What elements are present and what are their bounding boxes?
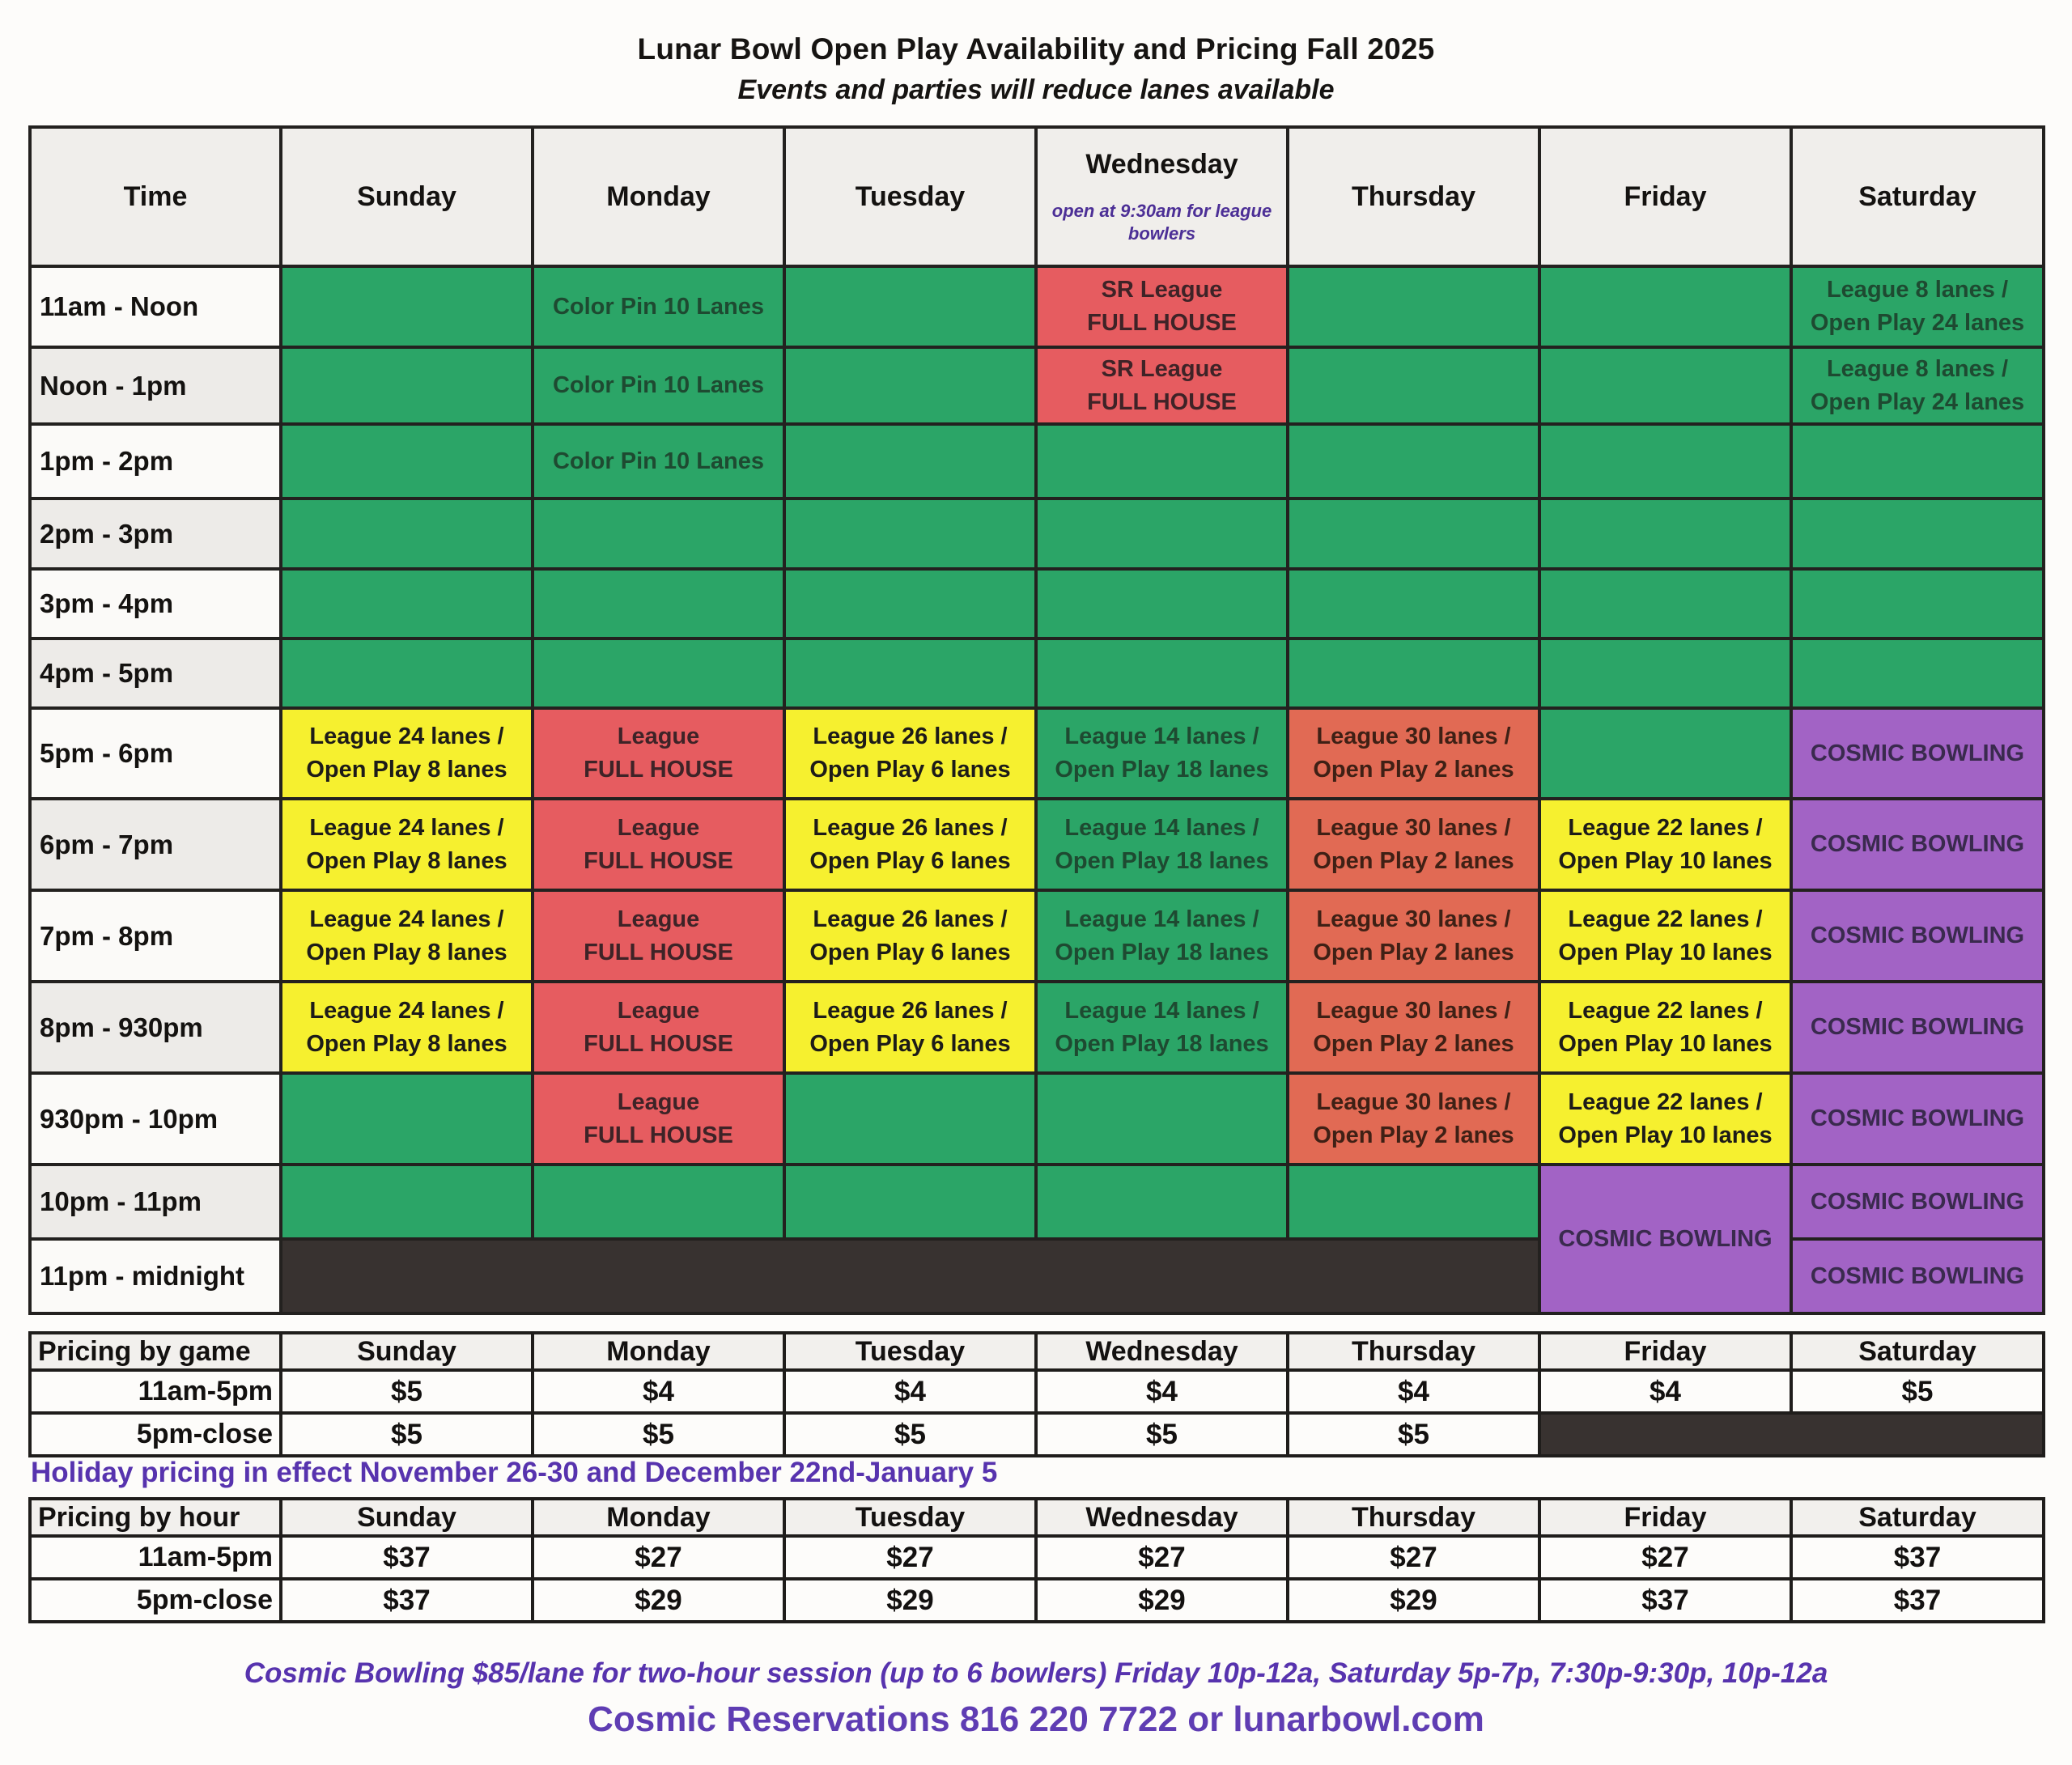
time-text: 6pm - 7pm — [40, 829, 174, 859]
pricing-day-header: Saturday — [1791, 1499, 2044, 1536]
pricing-day-header: Wednesday — [1036, 1499, 1288, 1536]
schedule-cell — [1539, 569, 1791, 639]
day-header-saturday — [1791, 127, 2044, 266]
schedule-cell — [533, 890, 784, 982]
schedule-cell — [1791, 1073, 2044, 1165]
schedule-cell-text: Open Play 10 lanes — [1558, 1030, 1773, 1057]
schedule-cell — [533, 266, 784, 347]
schedule-cell-text: League 24 lanes / — [309, 814, 504, 841]
schedule-cell — [1288, 569, 1539, 639]
time-text: 1pm - 2pm — [40, 446, 174, 476]
pricing-row-label: 5pm-close — [30, 1413, 281, 1456]
schedule-cell — [533, 982, 784, 1073]
schedule-cell-text: Open Play 24 lanes — [1810, 388, 2025, 415]
pricing-value: $5 — [281, 1370, 533, 1413]
pricing-value: $4 — [1288, 1370, 1539, 1413]
schedule-cell-text: COSMIC BOWLING — [1810, 1105, 2025, 1132]
time-slot-label — [30, 708, 281, 799]
pricing-value: $5 — [281, 1413, 533, 1456]
schedule-cell — [281, 499, 533, 569]
schedule-cell-text: League 26 lanes / — [813, 814, 1008, 841]
schedule-cell — [1036, 424, 1288, 499]
schedule-cell-text: COSMIC BOWLING — [1558, 1225, 1773, 1252]
pricing-value: $37 — [281, 1536, 533, 1579]
schedule-cell-text: Open Play 18 lanes — [1055, 847, 1269, 874]
schedule-cell — [533, 569, 784, 639]
pricing-day-header: Friday — [1539, 1333, 1791, 1370]
schedule-cell — [1036, 347, 1288, 424]
pricing-value: $27 — [533, 1536, 784, 1579]
pricing-value: $5 — [1036, 1413, 1288, 1456]
schedule-cell-text: COSMIC BOWLING — [1810, 1014, 2025, 1041]
pricing-day-header: Tuesday — [784, 1333, 1036, 1370]
schedule-cell — [533, 639, 784, 708]
schedule-cell-text: FULL HOUSE — [584, 757, 733, 783]
schedule-cell-text: League 22 lanes / — [1568, 906, 1763, 932]
page-subtitle: Events and parties will reduce lanes available — [737, 74, 1335, 105]
schedule-cell — [1539, 890, 1791, 982]
pricing-value: $29 — [533, 1579, 784, 1622]
schedule-cell-text: League 14 lanes / — [1064, 723, 1259, 750]
day-header-label: Saturday — [1858, 180, 1976, 212]
pricing-value: $5 — [1791, 1370, 2044, 1413]
cosmic-bowling-info-note: Cosmic Bowling $85/lane for two-hour session (up to 6 bowlers) Friday 10p-12a, Saturday 5p-7p, 7:30p-9:30p, 10p-12a — [244, 1657, 1828, 1689]
schedule-cell — [784, 890, 1036, 982]
schedule-cell — [784, 799, 1036, 890]
schedule-cell-text: FULL HOUSE — [1087, 388, 1237, 415]
pricing-day-header: Sunday — [281, 1333, 533, 1370]
schedule-cell-text: FULL HOUSE — [584, 847, 733, 874]
pricing-value: $4 — [784, 1370, 1036, 1413]
time-text: 10pm - 11pm — [40, 1186, 202, 1216]
schedule-cell — [533, 708, 784, 799]
schedule-cell — [1288, 266, 1539, 347]
pricing-row-label: 5pm-close — [30, 1579, 281, 1622]
schedule-cell — [281, 799, 533, 890]
schedule-cell — [1791, 639, 2044, 708]
schedule-cell-text: Color Pin 10 Lanes — [552, 293, 765, 320]
schedule-cell — [1036, 890, 1288, 982]
day-header-time — [30, 127, 281, 266]
time-text: 11am - Noon — [40, 291, 199, 321]
schedule-cell — [1288, 424, 1539, 499]
schedule-cell-text: COSMIC BOWLING — [1810, 1262, 2025, 1289]
schedule-cell — [1288, 982, 1539, 1073]
schedule-cell-text: FULL HOUSE — [584, 939, 733, 965]
time-slot-label — [30, 799, 281, 890]
time-text: 11pm - midnight — [40, 1261, 245, 1291]
schedule-cell — [1791, 799, 2044, 890]
pricing-value: $27 — [1036, 1536, 1288, 1579]
schedule-cell — [1036, 569, 1288, 639]
day-header-label: Friday — [1624, 180, 1707, 212]
time-slot-label — [30, 982, 281, 1073]
schedule-table — [28, 125, 2045, 1315]
schedule-cell — [1791, 569, 2044, 639]
schedule-cell-text: League 30 lanes / — [1316, 814, 1511, 841]
schedule-cell — [784, 708, 1036, 799]
schedule-cell-text: League 8 lanes / — [1826, 277, 2009, 303]
schedule-cell — [533, 499, 784, 569]
schedule-cell-text: Open Play 2 lanes — [1313, 1030, 1514, 1057]
holiday-pricing-note: Holiday pricing in effect November 26-30 and December 22nd-January 5 — [31, 1457, 998, 1488]
schedule-cell-text: COSMIC BOWLING — [1810, 831, 2025, 858]
schedule-cell-text: Open Play 6 lanes — [809, 757, 1011, 783]
schedule-cell — [1288, 890, 1539, 982]
schedule-cell-text: League 30 lanes / — [1316, 997, 1511, 1024]
schedule-cell — [784, 1165, 1036, 1239]
pricing-day-header: Saturday — [1791, 1333, 2044, 1370]
schedule-cell-text: League 26 lanes / — [813, 723, 1008, 750]
time-text: 8pm - 930pm — [40, 1012, 203, 1042]
schedule-cell — [1791, 708, 2044, 799]
schedule-cell — [1791, 266, 2044, 347]
schedule-cell — [1539, 424, 1791, 499]
schedule-cell — [1288, 1165, 1539, 1239]
day-header-label: Time — [123, 180, 188, 212]
pricing-table-title: Pricing by game — [30, 1333, 281, 1370]
schedule-header-row — [30, 127, 2044, 266]
schedule-cell-text: League — [617, 814, 700, 841]
schedule-cell — [1036, 266, 1288, 347]
wednesday-note: open at 9:30am for league bowlers — [1051, 201, 1272, 244]
schedule-cell — [281, 569, 533, 639]
schedule-cell — [1036, 708, 1288, 799]
schedule-cell-text: Open Play 8 lanes — [306, 1030, 507, 1057]
day-header-label: Tuesday — [855, 180, 966, 212]
pricing-day-header: Sunday — [281, 1499, 533, 1536]
pricing-by-hour-table — [28, 1497, 2045, 1623]
day-header-friday — [1539, 127, 1791, 266]
schedule-cell — [784, 982, 1036, 1073]
time-slot-label — [30, 499, 281, 569]
schedule-cell — [281, 424, 533, 499]
pricing-value: $37 — [281, 1579, 533, 1622]
pricing-blackout-cell — [1539, 1413, 2044, 1456]
day-header-label: Thursday — [1351, 180, 1476, 212]
pricing-value: $5 — [533, 1413, 784, 1456]
pricing-day-header: Monday — [533, 1499, 784, 1536]
schedule-cell-text: League 26 lanes / — [813, 997, 1008, 1024]
time-text: 2pm - 3pm — [40, 518, 174, 549]
pricing-row-label: 11am-5pm — [30, 1536, 281, 1579]
schedule-cell — [1791, 1239, 2044, 1313]
pricing-value: $29 — [1288, 1579, 1539, 1622]
schedule-cell-text: Open Play 6 lanes — [809, 847, 1011, 874]
schedule-cell-text: Open Play 2 lanes — [1313, 1122, 1514, 1148]
schedule-cell-text: League 24 lanes / — [309, 906, 504, 932]
schedule-cell — [1791, 982, 2044, 1073]
pricing-row-label: 11am-5pm — [30, 1370, 281, 1413]
schedule-cell — [784, 266, 1036, 347]
schedule-cell — [784, 639, 1036, 708]
pricing-value: $5 — [1288, 1413, 1539, 1456]
schedule-cell — [1036, 1165, 1288, 1239]
pricing-value: $4 — [533, 1370, 784, 1413]
time-text: 930pm - 10pm — [40, 1103, 219, 1134]
schedule-cell-text: League 30 lanes / — [1316, 906, 1511, 932]
schedule-cell-text: FULL HOUSE — [1087, 310, 1237, 336]
schedule-cell — [281, 708, 533, 799]
schedule-cell — [1288, 347, 1539, 424]
schedule-cell — [1539, 499, 1791, 569]
schedule-cell-text: Open Play 18 lanes — [1055, 1030, 1269, 1057]
schedule-cell — [784, 569, 1036, 639]
schedule-cell-text: Open Play 18 lanes — [1055, 939, 1269, 965]
schedule-cell — [533, 1165, 784, 1239]
schedule-cell-text: Open Play 2 lanes — [1313, 939, 1514, 965]
schedule-cell — [1791, 890, 2044, 982]
day-header-tuesday — [784, 127, 1036, 266]
schedule-cell-text: League 26 lanes / — [813, 906, 1008, 932]
schedule-cell — [1791, 424, 2044, 499]
schedule-cell-text: Open Play 24 lanes — [1810, 310, 2025, 336]
schedule-cell — [1791, 347, 2044, 424]
pricing-value: $4 — [1539, 1370, 1791, 1413]
schedule-cell-text: League 14 lanes / — [1064, 814, 1259, 841]
schedule-cell-text: FULL HOUSE — [584, 1122, 733, 1148]
schedule-cell-text: FULL HOUSE — [584, 1030, 733, 1057]
schedule-cell — [784, 347, 1036, 424]
schedule-cell — [281, 347, 533, 424]
schedule-cell — [281, 639, 533, 708]
pricing-value: $4 — [1036, 1370, 1288, 1413]
pricing-value: $27 — [1539, 1536, 1791, 1579]
time-slot-label — [30, 347, 281, 424]
schedule-cell-text: Open Play 6 lanes — [809, 939, 1011, 965]
schedule-cell — [281, 890, 533, 982]
schedule-cell-text: COSMIC BOWLING — [1810, 1188, 2025, 1215]
schedule-cell — [533, 1073, 784, 1165]
time-text: 3pm - 4pm — [40, 588, 174, 618]
schedule-cell — [1539, 708, 1791, 799]
schedule-cell — [1539, 347, 1791, 424]
schedule-cell-text: Open Play 2 lanes — [1313, 757, 1514, 783]
schedule-cell — [1288, 708, 1539, 799]
schedule-cell-text: League 24 lanes / — [309, 723, 504, 750]
schedule-cell-text: Open Play 10 lanes — [1558, 939, 1773, 965]
schedule-cell — [533, 347, 784, 424]
schedule-cell — [1791, 499, 2044, 569]
schedule-cell-text: Open Play 8 lanes — [306, 939, 507, 965]
pricing-value: $27 — [784, 1536, 1036, 1579]
schedule-cell — [533, 799, 784, 890]
day-header-label: Wednesday — [1085, 149, 1238, 180]
schedule-cell-text: Color Pin 10 Lanes — [552, 448, 765, 474]
schedule-cell — [281, 1165, 533, 1239]
schedule-cell — [784, 424, 1036, 499]
schedule-cell — [533, 424, 784, 499]
time-slot-label — [30, 1073, 281, 1165]
schedule-cell-text: Open Play 2 lanes — [1313, 847, 1514, 874]
time-text: Noon - 1pm — [40, 370, 187, 401]
schedule-cell-text: Open Play 10 lanes — [1558, 847, 1773, 874]
pricing-day-header: Monday — [533, 1333, 784, 1370]
schedule-cell-text: Open Play 18 lanes — [1055, 757, 1269, 783]
schedule-cell-text: League — [617, 723, 700, 750]
pricing-day-header: Wednesday — [1036, 1333, 1288, 1370]
pricing-day-header: Friday — [1539, 1499, 1791, 1536]
time-slot-label — [30, 266, 281, 347]
schedule-cell-text: SR League — [1101, 277, 1223, 303]
schedule-cell-text: Open Play 6 lanes — [809, 1030, 1011, 1057]
schedule-cell-text: COSMIC BOWLING — [1810, 740, 2025, 766]
schedule-cell — [1036, 499, 1288, 569]
schedule-cell — [281, 982, 533, 1073]
schedule-cell — [1288, 639, 1539, 708]
pricing-by-game-table — [28, 1331, 2045, 1457]
pricing-value: $37 — [1791, 1536, 2044, 1579]
schedule-cell-text: League 22 lanes / — [1568, 997, 1763, 1024]
pricing-table-title: Pricing by hour — [30, 1499, 281, 1536]
schedule-cell — [281, 1073, 533, 1165]
day-header-monday — [533, 127, 784, 266]
schedule-cell-text: League 22 lanes / — [1568, 1088, 1763, 1115]
schedule-cell-text: League — [617, 1088, 700, 1115]
time-slot-label — [30, 639, 281, 708]
schedule-cell — [1036, 1073, 1288, 1165]
pricing-day-header: Thursday — [1288, 1499, 1539, 1536]
schedule-cell — [1539, 639, 1791, 708]
pricing-value: $29 — [1036, 1579, 1288, 1622]
pricing-day-header: Thursday — [1288, 1333, 1539, 1370]
schedule-cell-text: League 30 lanes / — [1316, 1088, 1511, 1115]
schedule-cell-text: League 24 lanes / — [309, 997, 504, 1024]
pricing-value: $27 — [1288, 1536, 1539, 1579]
time-text: 4pm - 5pm — [40, 658, 174, 688]
schedule-cell-text: League — [617, 906, 700, 932]
time-slot-label — [30, 1239, 281, 1313]
day-header-sunday — [281, 127, 533, 266]
schedule-cell — [1791, 1165, 2044, 1239]
pricing-day-header: Tuesday — [784, 1499, 1036, 1536]
pricing-value: $37 — [1791, 1579, 2044, 1622]
day-header-wednesday — [1036, 127, 1288, 266]
schedule-cell-text: Color Pin 10 Lanes — [552, 372, 765, 399]
schedule-cell — [1539, 1073, 1791, 1165]
schedule-cell-text: League 14 lanes / — [1064, 906, 1259, 932]
time-text: 7pm - 8pm — [40, 920, 174, 951]
time-slot-label — [30, 569, 281, 639]
schedule-cell — [1539, 982, 1791, 1073]
schedule-cell — [281, 266, 533, 347]
day-header-label: Monday — [606, 180, 711, 212]
pricing-value: $29 — [784, 1579, 1036, 1622]
schedule-cell-text: SR League — [1101, 355, 1223, 382]
time-text: 5pm - 6pm — [40, 738, 174, 768]
schedule-cell — [1036, 639, 1288, 708]
schedule-cell-text: Open Play 8 lanes — [306, 847, 507, 874]
schedule-cell-text: League 30 lanes / — [1316, 723, 1511, 750]
schedule-cell — [784, 1073, 1036, 1165]
schedule-cell — [1036, 799, 1288, 890]
page-title: Lunar Bowl Open Play Availability and Pricing Fall 2025 — [637, 32, 1435, 66]
cosmic-reservations-line: Cosmic Reservations 816 220 7722 or lunarbowl.com — [588, 1699, 1484, 1739]
schedule-cell-text: League — [617, 997, 700, 1024]
schedule-cell — [784, 499, 1036, 569]
day-header-label: Sunday — [357, 180, 456, 212]
schedule-cell — [281, 1239, 1539, 1313]
schedule-cell-text: League 22 lanes / — [1568, 814, 1763, 841]
schedule-cell-text: COSMIC BOWLING — [1810, 923, 2025, 949]
time-slot-label — [30, 890, 281, 982]
schedule-cell-text: Open Play 10 lanes — [1558, 1122, 1773, 1148]
day-header-thursday — [1288, 127, 1539, 266]
schedule-cell — [1288, 799, 1539, 890]
schedule-cell-text: League 14 lanes / — [1064, 997, 1259, 1024]
schedule-cell — [1539, 266, 1791, 347]
time-slot-label — [30, 1165, 281, 1239]
pricing-value: $5 — [784, 1413, 1036, 1456]
schedule-cell — [1288, 499, 1539, 569]
schedule-cell — [1036, 982, 1288, 1073]
schedule-cell-text: League 8 lanes / — [1826, 355, 2009, 382]
schedule-cell — [1539, 1165, 1791, 1313]
schedule-cell-text: Open Play 8 lanes — [306, 757, 507, 783]
pricing-value: $37 — [1539, 1579, 1791, 1622]
time-slot-label — [30, 424, 281, 499]
schedule-cell — [1539, 799, 1791, 890]
schedule-cell — [1288, 1073, 1539, 1165]
